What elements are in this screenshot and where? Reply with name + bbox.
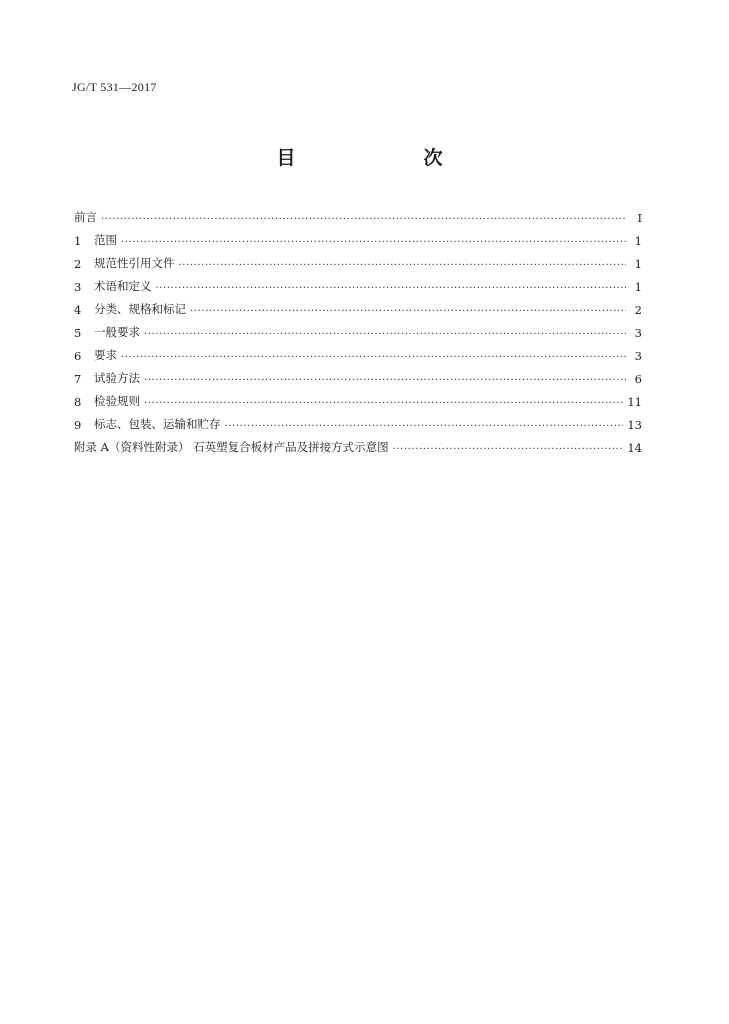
toc-section-number: 9 <box>74 418 82 432</box>
toc-page-number: 14 <box>627 441 642 455</box>
toc-entry-7[interactable] <box>74 363 642 386</box>
toc-page-number: 3 <box>634 326 642 340</box>
toc-page-number: 13 <box>627 418 642 432</box>
toc-label: 规范性引用文件 <box>94 256 175 270</box>
toc-entry-appendix-a[interactable] <box>74 432 642 455</box>
table-of-contents <box>74 202 642 455</box>
toc-section-number: 7 <box>74 372 82 386</box>
toc-page-number: 1 <box>634 257 642 271</box>
toc-section-number: 1 <box>74 234 82 248</box>
toc-leader-dots <box>190 303 626 317</box>
toc-label: 范围 <box>94 233 117 247</box>
toc-leader-dots <box>144 395 623 409</box>
page-title: 目 次 <box>276 147 473 169</box>
toc-entry-8[interactable] <box>74 386 642 409</box>
toc-leader-dots <box>156 280 627 294</box>
toc-section-number: 4 <box>74 303 82 317</box>
toc-leader-dots <box>144 372 626 386</box>
toc-leader-dots <box>393 441 624 455</box>
toc-entry-foreword[interactable] <box>74 202 642 225</box>
toc-leader-dots <box>121 349 626 363</box>
toc-page-number: 11 <box>627 395 642 409</box>
toc-page-number: I <box>637 211 642 225</box>
toc-leader-dots <box>121 234 626 248</box>
toc-page-number: 2 <box>634 303 642 317</box>
toc-label: 术语和定义 <box>94 279 152 293</box>
toc-page-number: 1 <box>634 234 642 248</box>
toc-label: 试验方法 <box>94 371 140 385</box>
toc-leader-dots <box>144 326 626 340</box>
toc-section-number: 5 <box>74 326 82 340</box>
toc-entry-2[interactable] <box>74 248 642 271</box>
toc-label: 要求 <box>94 348 117 362</box>
toc-leader-dots <box>179 257 627 271</box>
toc-section-number: 6 <box>74 349 82 363</box>
standard-code: JG/T 531—2017 <box>72 80 157 94</box>
toc-label: 前言 <box>74 210 97 224</box>
toc-section-number: 3 <box>74 280 82 294</box>
toc-page-number: 6 <box>634 372 642 386</box>
toc-entry-5[interactable] <box>74 317 642 340</box>
toc-label: 一般要求 <box>94 325 140 339</box>
toc-leader-dots <box>225 418 624 432</box>
toc-label: 标志、包装、运输和贮存 <box>94 417 221 431</box>
toc-label: 附录 A（资料性附录） 石英塑复合板材产品及拼接方式示意图 <box>74 440 389 454</box>
toc-page-number: 3 <box>634 349 642 363</box>
toc-label: 分类、规格和标记 <box>94 302 186 316</box>
toc-page-number: 1 <box>634 280 642 294</box>
toc-label: 检验规则 <box>94 394 140 408</box>
toc-entry-3[interactable] <box>74 271 642 294</box>
toc-section-number: 8 <box>74 395 82 409</box>
toc-entry-4[interactable] <box>74 294 642 317</box>
toc-section-number: 2 <box>74 257 82 271</box>
toc-entry-9[interactable] <box>74 409 642 432</box>
toc-entry-6[interactable] <box>74 340 642 363</box>
toc-entry-1[interactable] <box>74 225 642 248</box>
toc-leader-dots <box>101 211 626 225</box>
